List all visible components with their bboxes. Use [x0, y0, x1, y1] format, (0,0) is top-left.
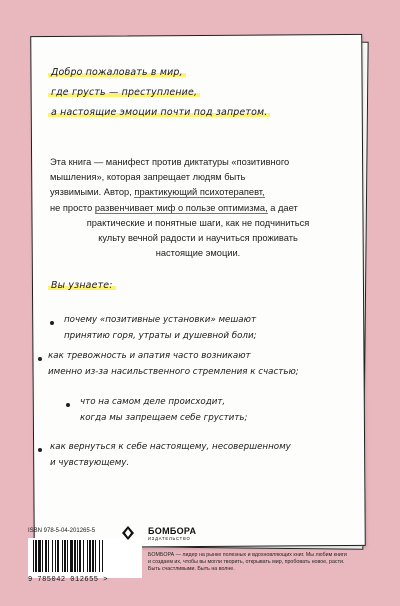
bombora-logo-icon — [122, 526, 134, 540]
publisher-tagline: БОМБОРА — лидер на рынке полезных и вдохновляющих книг. Мы любим книги и создаем их, чтобы вы могли творить, открывать мир, пробовать новое, расти. Быть счастливыми. Быть на волне. — [148, 552, 347, 573]
isbn-label: ISBN 978-5-04-201265-5 — [28, 528, 96, 534]
barcode-bar — [79, 540, 81, 572]
bullet-dot — [66, 403, 70, 407]
body-line-7: настоящие эмоции. — [155, 248, 241, 259]
barcode-bar — [57, 540, 59, 572]
barcode-bar — [74, 540, 76, 572]
barcode-digits: 9 785042 012655 > — [28, 576, 108, 584]
body-line-1: Эта книга — манифест против диктатуры «позитивного — [50, 157, 290, 167]
intro-line-3: а настоящие эмоции почти под запретом. — [48, 107, 270, 118]
barcode-bar — [77, 540, 78, 572]
intro-line-2: где грусть — преступление, — [48, 87, 200, 98]
bullet-dot — [50, 321, 54, 325]
barcode-bar — [64, 540, 66, 572]
body-line-4: не просто развенчивает миф о пользе оптимизма, а дает — [50, 202, 298, 213]
barcode-bar — [70, 540, 73, 572]
barcode-bar — [99, 540, 100, 572]
learn-heading: Вы узнаете: — [48, 280, 116, 291]
list-item: что на самом деле происходит, когда мы запрещаем себе грустить; — [80, 397, 248, 423]
barcode-bar — [38, 540, 41, 572]
barcode-bar — [102, 540, 103, 572]
barcode-bar — [95, 540, 96, 572]
barcode-bar — [33, 540, 34, 572]
underlined-author: практикующий психотерапевт, — [134, 187, 265, 198]
publisher-name: БОМБОРА — [148, 526, 197, 536]
barcode-bar — [42, 540, 43, 572]
barcode-bar — [87, 540, 88, 572]
barcode-bar — [62, 540, 63, 572]
barcode-bar — [52, 540, 53, 572]
barcode-bar — [55, 540, 56, 572]
barcode — [28, 538, 142, 578]
bullet-dot — [38, 357, 42, 361]
publisher-subtitle: ИЗДАТЕЛЬСТВО — [148, 536, 191, 541]
barcode-bar — [92, 540, 94, 572]
barcode-bar — [45, 540, 47, 572]
description-paragraph — [50, 155, 346, 261]
body-line-6: культу вечной радости и научиться проживать — [98, 233, 298, 244]
body-line-2: мышления», которая запрещает людям быть — [50, 172, 246, 183]
body-line-5: практические и понятные шаги, как не подчиниться — [86, 217, 310, 228]
barcode-bar — [83, 540, 84, 572]
bullet-dot — [38, 448, 42, 452]
barcode-bar — [89, 540, 91, 572]
barcode-bar — [35, 540, 37, 572]
list-item: почему «позитивные установки» мешают принятию горя, утраты и душевной боли; — [64, 315, 257, 341]
list-item: как вернуться к себе настоящему, несовершенному и чувствующему. — [50, 442, 291, 468]
body-line-3: уязвимыми. Автор, практикующий психотерапевт, — [50, 187, 265, 198]
intro-line-1: Добро пожаловать в мир, — [48, 67, 186, 78]
barcode-bars — [31, 540, 133, 574]
list-item: как тревожность и апатия часто возникают именно из-за насильственного стремления к счастью; — [48, 351, 299, 377]
barcode-bar — [67, 540, 68, 572]
barcode-bar — [48, 540, 49, 572]
underlined-myth: развенчивает миф о пользе оптимизма, — [94, 202, 268, 213]
